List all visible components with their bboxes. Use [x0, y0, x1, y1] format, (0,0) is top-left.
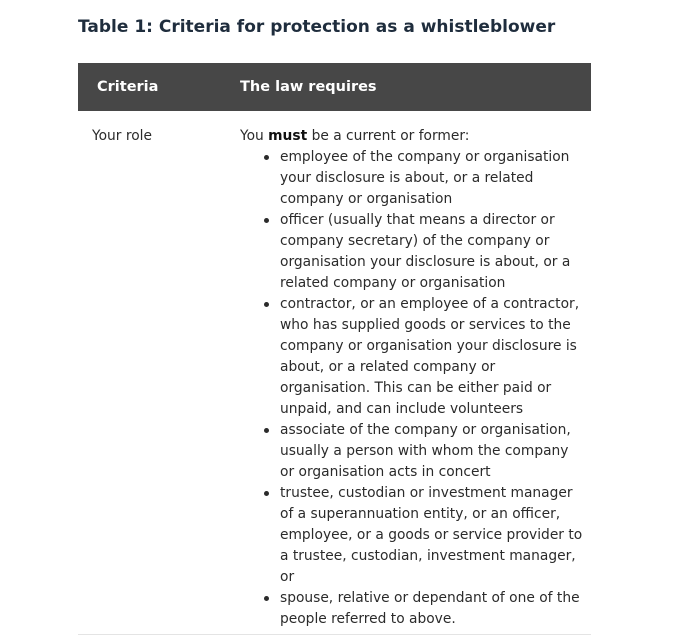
intro-emphasis: must [268, 128, 308, 144]
law-requires-cell [240, 111, 591, 635]
list-item: officer (usually that means a director or company secretary) of the company or organisation your disclosure is about, or a related company or organisation [280, 210, 585, 294]
list-item: employee of the company or organisation your disclosure is about, or a related company or organisation [280, 147, 585, 210]
list-item: trustee, custodian or investment manager of a superannuation entity, or an officer, employee, or a goods or service provider to a trustee, custodian, investment manager, or [280, 483, 585, 588]
table-body [78, 111, 591, 635]
intro-prefix: You [240, 128, 269, 144]
list-item: spouse, relative or dependant of one of the people referred to above. [280, 588, 585, 630]
table-header [78, 63, 591, 111]
requirement-list [240, 147, 585, 630]
list-item: associate of the company or organisation, usually a person with whom the company or organisation acts in concert [280, 420, 585, 483]
header-row [78, 63, 591, 111]
list-item: contractor, or an employee of a contractor, who has supplied goods or services to the company or organisation your disclosure is about, or a related company or organisation. This can be either paid or unpaid, and can include volunteers [280, 294, 585, 420]
criteria-table [78, 63, 591, 635]
header-law-requires: The law requires [240, 63, 591, 111]
header-criteria: Criteria [78, 63, 240, 111]
table-row [78, 111, 591, 635]
intro-suffix: be a current or former: [307, 128, 470, 144]
table-title: Table 1: Criteria for protection as a whistleblower [78, 17, 556, 37]
requirement-intro [240, 126, 585, 147]
criteria-table-wrapper [78, 63, 591, 635]
criteria-cell: Your role [78, 111, 240, 635]
